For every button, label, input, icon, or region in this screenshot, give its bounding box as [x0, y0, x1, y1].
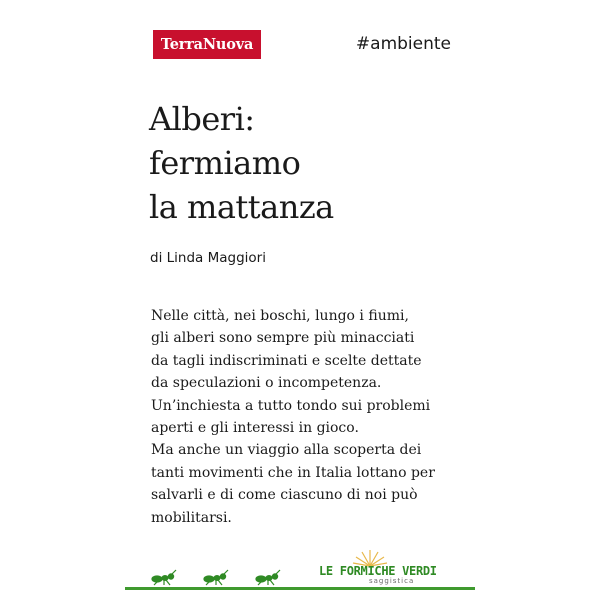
blurb-line: aperti e gli interessi in gioco.	[151, 420, 359, 437]
blurb-line: mobilitarsi.	[151, 509, 232, 526]
blurb-line: gli alberi sono sempre più minacciati	[151, 330, 415, 347]
blurb-line: salvarli e di come ciascuno di noi può	[151, 487, 418, 504]
blurb-line: Ma anche un viaggio alla scoperta dei	[151, 442, 422, 459]
publisher-logo: TerraNuova	[153, 30, 261, 59]
title-line: la mattanza	[149, 188, 334, 226]
title-line: fermiamo	[149, 144, 301, 182]
book-blurb	[151, 305, 471, 529]
series-logo	[319, 548, 443, 590]
blurb-line: Nelle città, nei boschi, lungo i fiumi,	[151, 308, 409, 324]
title-line: Alberi:	[149, 100, 255, 138]
blurb-line: tanti movimenti che in Italia lottano per	[151, 464, 435, 481]
footer-rule	[125, 587, 475, 590]
author-byline: di Linda Maggiori	[150, 250, 266, 266]
blurb-line: Un’inchiesta a tutto tondo sui problemi	[151, 397, 431, 414]
series-name: LE FORMICHE VERDI	[319, 564, 437, 578]
series-subtitle: saggistica	[369, 577, 415, 585]
blurb-line: da speculazioni o incompetenza.	[151, 375, 382, 392]
book-title	[149, 97, 469, 229]
blurb-line: da tagli indiscriminati e scelte dettate	[151, 352, 422, 369]
book-cover	[121, 14, 479, 586]
topic-hashtag: #ambiente	[355, 34, 451, 54]
ant-icon	[147, 566, 307, 586]
